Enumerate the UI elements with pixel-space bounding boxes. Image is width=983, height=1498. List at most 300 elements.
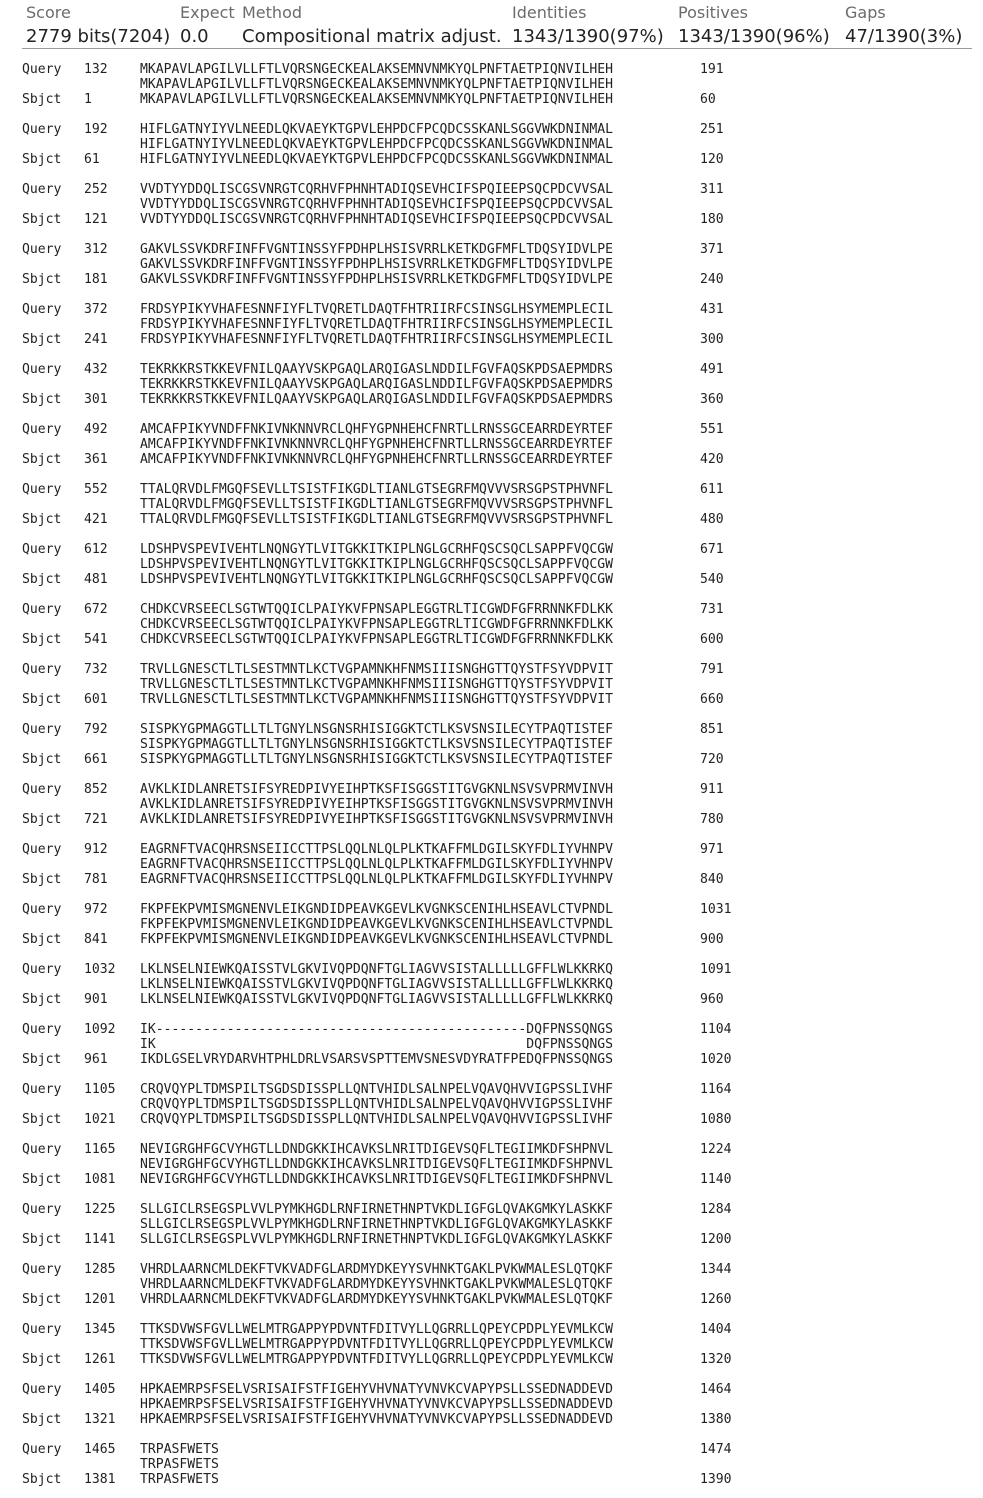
query-end: 851 <box>700 722 724 737</box>
query-label: Query <box>22 182 62 197</box>
query-line <box>0 602 983 617</box>
query-end: 1224 <box>700 1142 732 1157</box>
query-line <box>0 962 983 977</box>
match-line <box>0 197 983 212</box>
query-label: Query <box>22 902 62 917</box>
query-end: 1284 <box>700 1202 732 1217</box>
query-end: 731 <box>700 602 724 617</box>
subject-end: 1080 <box>700 1112 732 1127</box>
query-label: Query <box>22 722 62 737</box>
match-line <box>0 1037 983 1052</box>
subject-label: Sbjct <box>22 752 62 767</box>
subject-line <box>0 272 983 287</box>
subject-sequence: SLLGICLRSEGSPLVVLPYMKHGDLRNFIRNETHNPTVKDLIGFGLQVAKGMKYLASKKF <box>140 1232 613 1247</box>
query-start: 372 <box>84 302 108 317</box>
subject-label: Sbjct <box>22 1352 62 1367</box>
match-sequence: LDSHPVSPEVIVEHTLNQNGYTLVITGKKITKIPLNGLGCRHFQSCSQCLSAPPFVQCGW <box>140 557 613 572</box>
query-end: 191 <box>700 62 724 77</box>
subject-sequence: CRQVQYPLTDMSPILTSGDSDISSPLLQNTVHIDLSALNPELVQAVQHVVIGPSSLIVHF <box>140 1112 613 1127</box>
query-label: Query <box>22 242 62 257</box>
alignment-block <box>0 1200 983 1250</box>
query-sequence: VVDTYYDDQLISCGSVNRGTCQRHVFPHNHTADIQSEVHCIFSPQIEEPSQCPDCVVSAL <box>140 182 613 197</box>
query-end: 1344 <box>700 1262 732 1277</box>
query-label: Query <box>22 1082 62 1097</box>
subject-line <box>0 1292 983 1307</box>
query-line <box>0 662 983 677</box>
subject-line <box>0 1052 983 1067</box>
subject-label: Sbjct <box>22 212 62 227</box>
subject-label: Sbjct <box>22 1292 62 1307</box>
subject-end: 840 <box>700 872 724 887</box>
match-line <box>0 497 983 512</box>
subject-end: 480 <box>700 512 724 527</box>
match-sequence: EAGRNFTVACQHRSNSEIICCTTPSLQQLNLQLPLKTKAFFMLDGILSKYFDLIYVHNPV <box>140 857 613 872</box>
query-sequence: HIFLGATNYIYVLNEEDLQKVAEYKTGPVLEHPDCFPCQDCSSKANLSGGVWKDNINMAL <box>140 122 613 137</box>
match-line <box>0 377 983 392</box>
subject-sequence: HIFLGATNYIYVLNEEDLQKVAEYKTGPVLEHPDCFPCQDCSSKANLSGGVWKDNINMAL <box>140 152 613 167</box>
query-sequence: SISPKYGPMAGGTLLTLTGNYLNSGNSRHISIGGKTCTLKSVSNSILECYTPAQTISTEF <box>140 722 613 737</box>
subject-sequence: NEVIGRGHFGCVYHGTLLDNDGKKIHCAVKSLNRITDIGEVSQFLTEGIIMKDFSHPNVL <box>140 1172 613 1187</box>
query-end: 1164 <box>700 1082 732 1097</box>
query-start: 1285 <box>84 1262 116 1277</box>
subject-line <box>0 212 983 227</box>
subject-end: 1200 <box>700 1232 732 1247</box>
subject-sequence: LDSHPVSPEVIVEHTLNQNGYTLVITGKKITKIPLNGLGCRHFQSCSQCLSAPPFVQCGW <box>140 572 613 587</box>
alignment-block <box>0 840 983 890</box>
query-line <box>0 422 983 437</box>
query-end: 551 <box>700 422 724 437</box>
query-label: Query <box>22 602 62 617</box>
subject-line <box>0 392 983 407</box>
subject-label: Sbjct <box>22 992 62 1007</box>
subject-sequence: CHDKCVRSEECLSGTWTQQICLPAIYKVFPNSAPLEGGTRLTICGWDFGFRRNNKFDLKK <box>140 632 613 647</box>
query-start: 1165 <box>84 1142 116 1157</box>
query-end: 1464 <box>700 1382 732 1397</box>
query-sequence: FKPFEKPVMISMGNENVLEIKGNDIDPEAVKGEVLKVGNKSCENIHLHSEAVLCTVPNDL <box>140 902 613 917</box>
subject-end: 360 <box>700 392 724 407</box>
query-end: 1091 <box>700 962 732 977</box>
positives-value: 1343/1390(96%) <box>678 26 830 47</box>
subject-label: Sbjct <box>22 392 62 407</box>
subject-line <box>0 872 983 887</box>
subject-label: Sbjct <box>22 632 62 647</box>
alignment-block <box>0 240 983 290</box>
subject-label: Sbjct <box>22 872 62 887</box>
subject-start: 181 <box>84 272 108 287</box>
query-start: 312 <box>84 242 108 257</box>
subject-sequence: LKLNSELNIEWKQAISSTVLGKVIVQPDQNFTGLIAGVVSISTALLLLLGFFLWLKKRKQ <box>140 992 613 1007</box>
alignment-block <box>0 600 983 650</box>
score-value: 2779 bits(7204) <box>26 26 171 47</box>
subject-end: 780 <box>700 812 724 827</box>
query-line <box>0 482 983 497</box>
subject-line <box>0 692 983 707</box>
match-line <box>0 1277 983 1292</box>
match-sequence: CHDKCVRSEECLSGTWTQQICLPAIYKVFPNSAPLEGGTRLTICGWDFGFRRNNKFDLKK <box>140 617 613 632</box>
match-line <box>0 1337 983 1352</box>
query-sequence: GAKVLSSVKDRFINFFVGNTINSSYFPDHPLHSISVRRLKETKDGFMFLTDQSYIDVLPE <box>140 242 613 257</box>
subject-sequence: FKPFEKPVMISMGNENVLEIKGNDIDPEAVKGEVLKVGNKSCENIHLHSEAVLCTVPNDL <box>140 932 613 947</box>
match-line <box>0 977 983 992</box>
query-start: 852 <box>84 782 108 797</box>
match-sequence: NEVIGRGHFGCVYHGTLLDNDGKKIHCAVKSLNRITDIGEVSQFLTEGIIMKDFSHPNVL <box>140 1157 613 1172</box>
query-label: Query <box>22 842 62 857</box>
alignment-block <box>0 1440 983 1490</box>
query-sequence: CRQVQYPLTDMSPILTSGDSDISSPLLQNTVHIDLSALNPELVQAVQHVVIGPSSLIVHF <box>140 1082 613 1097</box>
query-sequence: LDSHPVSPEVIVEHTLNQNGYTLVITGKKITKIPLNGLGCRHFQSCSQCLSAPPFVQCGW <box>140 542 613 557</box>
subject-line <box>0 452 983 467</box>
expect-value: 0.0 <box>180 26 209 47</box>
query-sequence: IK-----------------------------------------------DQFPNSSQNGS <box>140 1022 613 1037</box>
positives-header: Positives <box>678 3 749 22</box>
subject-end: 1260 <box>700 1292 732 1307</box>
match-sequence: VHRDLAARNCMLDEKFTVKVADFGLARDMYDKEYYSVHNKTGAKLPVKWMALESLQTQKF <box>140 1277 613 1292</box>
gaps-value: 47/1390(3%) <box>845 26 963 47</box>
method-header: Method <box>242 3 303 22</box>
subject-end: 1390 <box>700 1472 732 1487</box>
subject-end: 1380 <box>700 1412 732 1427</box>
query-end: 431 <box>700 302 724 317</box>
subject-sequence: IKDLGSELVRYDARVHTPHLDRLVSARSVSPTTEMVSNESVDYRATFPEDQFPNSSQNGS <box>140 1052 613 1067</box>
query-sequence: LKLNSELNIEWKQAISSTVLGKVIVQPDQNFTGLIAGVVSISTALLLLLGFFLWLKKRKQ <box>140 962 613 977</box>
subject-start: 1 <box>84 92 92 107</box>
match-sequence: TRPASFWETS <box>140 1457 219 1472</box>
subject-start: 1381 <box>84 1472 116 1487</box>
match-sequence: SISPKYGPMAGGTLLTLTGNYLNSGNSRHISIGGKTCTLKSVSNSILECYTPAQTISTEF <box>140 737 613 752</box>
query-start: 492 <box>84 422 108 437</box>
match-line <box>0 1217 983 1232</box>
query-start: 1105 <box>84 1082 116 1097</box>
query-label: Query <box>22 1142 62 1157</box>
match-line <box>0 317 983 332</box>
subject-label: Sbjct <box>22 92 62 107</box>
match-sequence: IK DQFPNSSQNGS <box>140 1037 613 1052</box>
match-sequence: FRDSYPIKYVHAFESNNFIYFLTVQRETLDAQTFHTRIIRFCSINSGLHSYMEMPLECIL <box>140 317 613 332</box>
match-line <box>0 857 983 872</box>
subject-label: Sbjct <box>22 1172 62 1187</box>
alignment-block <box>0 1380 983 1430</box>
subject-sequence: AMCAFPIKYVNDFFNKIVNKNNVRCLQHFYGPNHEHCFNRTLLRNSSGCEARRDEYRTEF <box>140 452 613 467</box>
subject-sequence: HPKAEMRPSFSELVSRISAIFSTFIGEHYVHVNATYVNVKCVAPYPSLLSSEDNADDEVD <box>140 1412 613 1427</box>
alignment-block <box>0 120 983 170</box>
query-end: 611 <box>700 482 724 497</box>
subject-label: Sbjct <box>22 1412 62 1427</box>
query-sequence: NEVIGRGHFGCVYHGTLLDNDGKKIHCAVKSLNRITDIGEVSQFLTEGIIMKDFSHPNVL <box>140 1142 613 1157</box>
match-line <box>0 1157 983 1172</box>
alignment-block <box>0 1020 983 1070</box>
match-line <box>0 737 983 752</box>
subject-end: 1320 <box>700 1352 732 1367</box>
subject-label: Sbjct <box>22 1472 62 1487</box>
match-sequence: HIFLGATNYIYVLNEEDLQKVAEYKTGPVLEHPDCFPCQDCSSKANLSGGVWKDNINMAL <box>140 137 613 152</box>
query-line <box>0 182 983 197</box>
query-label: Query <box>22 1262 62 1277</box>
subject-end: 60 <box>700 92 716 107</box>
query-sequence: MKAPAVLAPGILVLLFTLVQRSNGECKEALAKSEMNVNMKYQLPNFTAETPIQNVILHEH <box>140 62 613 77</box>
subject-label: Sbjct <box>22 332 62 347</box>
query-line <box>0 842 983 857</box>
query-label: Query <box>22 362 62 377</box>
query-label: Query <box>22 122 62 137</box>
alignment-block <box>0 360 983 410</box>
subject-label: Sbjct <box>22 272 62 287</box>
subject-line <box>0 1472 983 1487</box>
query-end: 311 <box>700 182 724 197</box>
query-start: 252 <box>84 182 108 197</box>
subject-sequence: FRDSYPIKYVHAFESNNFIYFLTVQRETLDAQTFHTRIIRFCSINSGLHSYMEMPLECIL <box>140 332 613 347</box>
alignment-block <box>0 780 983 830</box>
match-sequence: MKAPAVLAPGILVLLFTLVQRSNGECKEALAKSEMNVNMKYQLPNFTAETPIQNVILHEH <box>140 77 613 92</box>
query-start: 612 <box>84 542 108 557</box>
query-sequence: VHRDLAARNCMLDEKFTVKVADFGLARDMYDKEYYSVHNKTGAKLPVKWMALESLQTQKF <box>140 1262 613 1277</box>
subject-end: 900 <box>700 932 724 947</box>
match-line <box>0 257 983 272</box>
alignment-block <box>0 1260 983 1310</box>
subject-start: 961 <box>84 1052 108 1067</box>
query-sequence: EAGRNFTVACQHRSNSEIICCTTPSLQQLNLQLPLKTKAFFMLDGILSKYFDLIYVHNPV <box>140 842 613 857</box>
match-sequence: TTALQRVDLFMGQFSEVLLTSISTFIKGDLTIANLGTSEGRFMQVVVSRSGPSTPHVNFL <box>140 497 613 512</box>
query-line <box>0 1082 983 1097</box>
match-sequence: SLLGICLRSEGSPLVVLPYMKHGDLRNFIRNETHNPTVKDLIGFGLQVAKGMKYLASKKF <box>140 1217 613 1232</box>
query-label: Query <box>22 1022 62 1037</box>
query-start: 732 <box>84 662 108 677</box>
alignment-block <box>0 540 983 590</box>
subject-line <box>0 812 983 827</box>
match-sequence: TTKSDVWSFGVLLWELMTRGAPPYPDVNTFDITVYLLQGRRLLQPEYCPDPLYEVMLKCW <box>140 1337 613 1352</box>
subject-end: 240 <box>700 272 724 287</box>
alignment-block <box>0 1140 983 1190</box>
subject-start: 721 <box>84 812 108 827</box>
query-sequence: SLLGICLRSEGSPLVVLPYMKHGDLRNFIRNETHNPTVKDLIGFGLQVAKGMKYLASKKF <box>140 1202 613 1217</box>
alignment-block <box>0 960 983 1010</box>
query-line <box>0 1442 983 1457</box>
query-sequence: AMCAFPIKYVNDFFNKIVNKNNVRCLQHFYGPNHEHCFNRTLLRNSSGCEARRDEYRTEF <box>140 422 613 437</box>
subject-end: 1020 <box>700 1052 732 1067</box>
query-line <box>0 62 983 77</box>
match-sequence: AVKLKIDLANRETSIFSYREDPIVYEIHPTKSFISGGSTITGVGKNLNSVSVPRMVINVH <box>140 797 613 812</box>
query-sequence: TTALQRVDLFMGQFSEVLLTSISTFIKGDLTIANLGTSEGRFMQVVVSRSGPSTPHVNFL <box>140 482 613 497</box>
subject-line <box>0 572 983 587</box>
subject-label: Sbjct <box>22 812 62 827</box>
query-line <box>0 122 983 137</box>
match-sequence: VVDTYYDDQLISCGSVNRGTCQRHVFPHNHTADIQSEVHCIFSPQIEEPSQCPDCVVSAL <box>140 197 613 212</box>
subject-start: 1201 <box>84 1292 116 1307</box>
query-line <box>0 902 983 917</box>
alignment-summary <box>0 0 983 50</box>
query-line <box>0 1322 983 1337</box>
subject-line <box>0 1412 983 1427</box>
subject-sequence: TRPASFWETS <box>140 1472 219 1487</box>
match-line <box>0 77 983 92</box>
query-end: 671 <box>700 542 724 557</box>
alignment-block <box>0 420 983 470</box>
subject-line <box>0 932 983 947</box>
query-sequence: TTKSDVWSFGVLLWELMTRGAPPYPDVNTFDITVYLLQGRRLLQPEYCPDPLYEVMLKCW <box>140 1322 613 1337</box>
query-sequence: TRPASFWETS <box>140 1442 219 1457</box>
query-start: 552 <box>84 482 108 497</box>
query-end: 1104 <box>700 1022 732 1037</box>
subject-start: 61 <box>84 152 100 167</box>
match-line <box>0 437 983 452</box>
subject-line <box>0 92 983 107</box>
subject-sequence: VVDTYYDDQLISCGSVNRGTCQRHVFPHNHTADIQSEVHCIFSPQIEEPSQCPDCVVSAL <box>140 212 613 227</box>
query-start: 1092 <box>84 1022 116 1037</box>
query-sequence: CHDKCVRSEECLSGTWTQQICLPAIYKVFPNSAPLEGGTRLTICGWDFGFRRNNKFDLKK <box>140 602 613 617</box>
query-line <box>0 782 983 797</box>
subject-start: 301 <box>84 392 108 407</box>
subject-start: 841 <box>84 932 108 947</box>
match-sequence: TEKRKKRSTKKEVFNILQAAYVSKPGAQLARQIGASLNDDILFGVFAQSKPDSAEPMDRS <box>140 377 613 392</box>
query-start: 1225 <box>84 1202 116 1217</box>
alignment-block <box>0 720 983 770</box>
query-line <box>0 722 983 737</box>
subject-sequence: MKAPAVLAPGILVLLFTLVQRSNGECKEALAKSEMNVNMKYQLPNFTAETPIQNVILHEH <box>140 92 613 107</box>
subject-sequence: AVKLKIDLANRETSIFSYREDPIVYEIHPTKSFISGGSTITGVGKNLNSVSVPRMVINVH <box>140 812 613 827</box>
subject-start: 121 <box>84 212 108 227</box>
subject-end: 960 <box>700 992 724 1007</box>
query-start: 912 <box>84 842 108 857</box>
identities-value: 1343/1390(97%) <box>512 26 664 47</box>
match-line <box>0 1457 983 1472</box>
query-label: Query <box>22 482 62 497</box>
query-label: Query <box>22 962 62 977</box>
subject-line <box>0 152 983 167</box>
subject-start: 541 <box>84 632 108 647</box>
query-line <box>0 1202 983 1217</box>
alignment-block <box>0 1080 983 1130</box>
query-line <box>0 1382 983 1397</box>
subject-start: 361 <box>84 452 108 467</box>
query-line <box>0 1022 983 1037</box>
query-end: 371 <box>700 242 724 257</box>
match-line <box>0 797 983 812</box>
subject-start: 241 <box>84 332 108 347</box>
query-line <box>0 542 983 557</box>
subject-label: Sbjct <box>22 512 62 527</box>
query-label: Query <box>22 542 62 557</box>
match-sequence: FKPFEKPVMISMGNENVLEIKGNDIDPEAVKGEVLKVGNKSCENIHLHSEAVLCTVPNDL <box>140 917 613 932</box>
subject-end: 540 <box>700 572 724 587</box>
subject-end: 420 <box>700 452 724 467</box>
subject-sequence: TEKRKKRSTKKEVFNILQAAYVSKPGAQLARQIGASLNDDILFGVFAQSKPDSAEPMDRS <box>140 392 613 407</box>
match-line <box>0 917 983 932</box>
alignment-block <box>0 180 983 230</box>
query-label: Query <box>22 1202 62 1217</box>
subject-start: 601 <box>84 692 108 707</box>
query-end: 1474 <box>700 1442 732 1457</box>
query-sequence: HPKAEMRPSFSELVSRISAIFSTFIGEHYVHVNATYVNVKCVAPYPSLLSSEDNADDEVD <box>140 1382 613 1397</box>
subject-start: 1021 <box>84 1112 116 1127</box>
subject-start: 1261 <box>84 1352 116 1367</box>
gaps-header: Gaps <box>845 3 886 22</box>
query-line <box>0 362 983 377</box>
query-label: Query <box>22 1442 62 1457</box>
match-line <box>0 557 983 572</box>
subject-label: Sbjct <box>22 1112 62 1127</box>
query-start: 1465 <box>84 1442 116 1457</box>
query-label: Query <box>22 62 62 77</box>
subject-line <box>0 752 983 767</box>
query-end: 971 <box>700 842 724 857</box>
query-line <box>0 1142 983 1157</box>
subject-end: 600 <box>700 632 724 647</box>
query-start: 972 <box>84 902 108 917</box>
subject-sequence: TRVLLGNESCTLTLSESTMNTLKCTVGPAMNKHFNMSIIISNGHGTTQYSTFSYVDPVIT <box>140 692 613 707</box>
query-sequence: FRDSYPIKYVHAFESNNFIYFLTVQRETLDAQTFHTRIIRFCSINSGLHSYMEMPLECIL <box>140 302 613 317</box>
subject-sequence: TTALQRVDLFMGQFSEVLLTSISTFIKGDLTIANLGTSEGRFMQVVVSRSGPSTPHVNFL <box>140 512 613 527</box>
subject-start: 901 <box>84 992 108 1007</box>
query-sequence: AVKLKIDLANRETSIFSYREDPIVYEIHPTKSFISGGSTITGVGKNLNSVSVPRMVINVH <box>140 782 613 797</box>
subject-line <box>0 1352 983 1367</box>
subject-line <box>0 1232 983 1247</box>
alignment-block <box>0 660 983 710</box>
subject-line <box>0 1112 983 1127</box>
subject-start: 781 <box>84 872 108 887</box>
query-line <box>0 242 983 257</box>
subject-label: Sbjct <box>22 692 62 707</box>
query-start: 1405 <box>84 1382 116 1397</box>
query-label: Query <box>22 782 62 797</box>
subject-line <box>0 632 983 647</box>
match-line <box>0 677 983 692</box>
alignment-block <box>0 900 983 950</box>
alignment-block <box>0 1320 983 1370</box>
query-start: 672 <box>84 602 108 617</box>
score-header: Score <box>26 3 71 22</box>
query-end: 491 <box>700 362 724 377</box>
subject-start: 1321 <box>84 1412 116 1427</box>
subject-end: 120 <box>700 152 724 167</box>
subject-label: Sbjct <box>22 452 62 467</box>
subject-label: Sbjct <box>22 1052 62 1067</box>
subject-sequence: EAGRNFTVACQHRSNSEIICCTTPSLQQLNLQLPLKTKAFFMLDGILSKYFDLIYVHNPV <box>140 872 613 887</box>
match-line <box>0 1097 983 1112</box>
subject-end: 720 <box>700 752 724 767</box>
subject-label: Sbjct <box>22 1232 62 1247</box>
summary-divider <box>22 48 972 49</box>
match-sequence: GAKVLSSVKDRFINFFVGNTINSSYFPDHPLHSISVRRLKETKDGFMFLTDQSYIDVLPE <box>140 257 613 272</box>
subject-end: 1140 <box>700 1172 732 1187</box>
query-label: Query <box>22 1322 62 1337</box>
match-line <box>0 617 983 632</box>
alignment-block <box>0 60 983 110</box>
query-line <box>0 302 983 317</box>
subject-start: 1081 <box>84 1172 116 1187</box>
subject-start: 1141 <box>84 1232 116 1247</box>
subject-sequence: GAKVLSSVKDRFINFFVGNTINSSYFPDHPLHSISVRRLKETKDGFMFLTDQSYIDVLPE <box>140 272 613 287</box>
match-sequence: LKLNSELNIEWKQAISSTVLGKVIVQPDQNFTGLIAGVVSISTALLLLLGFFLWLKKRKQ <box>140 977 613 992</box>
query-label: Query <box>22 1382 62 1397</box>
query-end: 911 <box>700 782 724 797</box>
alignment-block <box>0 480 983 530</box>
query-end: 1404 <box>700 1322 732 1337</box>
subject-line <box>0 1172 983 1187</box>
subject-sequence: TTKSDVWSFGVLLWELMTRGAPPYPDVNTFDITVYLLQGRRLLQPEYCPDPLYEVMLKCW <box>140 1352 613 1367</box>
subject-label: Sbjct <box>22 572 62 587</box>
query-start: 132 <box>84 62 108 77</box>
expect-header: Expect <box>180 3 235 22</box>
subject-line <box>0 512 983 527</box>
query-start: 1032 <box>84 962 116 977</box>
match-sequence: AMCAFPIKYVNDFFNKIVNKNNVRCLQHFYGPNHEHCFNRTLLRNSSGCEARRDEYRTEF <box>140 437 613 452</box>
alignment-block <box>0 300 983 350</box>
query-start: 432 <box>84 362 108 377</box>
query-start: 192 <box>84 122 108 137</box>
identities-header: Identities <box>512 3 587 22</box>
method-value: Compositional matrix adjust. <box>242 26 502 47</box>
subject-start: 481 <box>84 572 108 587</box>
match-sequence: HPKAEMRPSFSELVSRISAIFSTFIGEHYVHVNATYVNVKCVAPYPSLLSSEDNADDEVD <box>140 1397 613 1412</box>
